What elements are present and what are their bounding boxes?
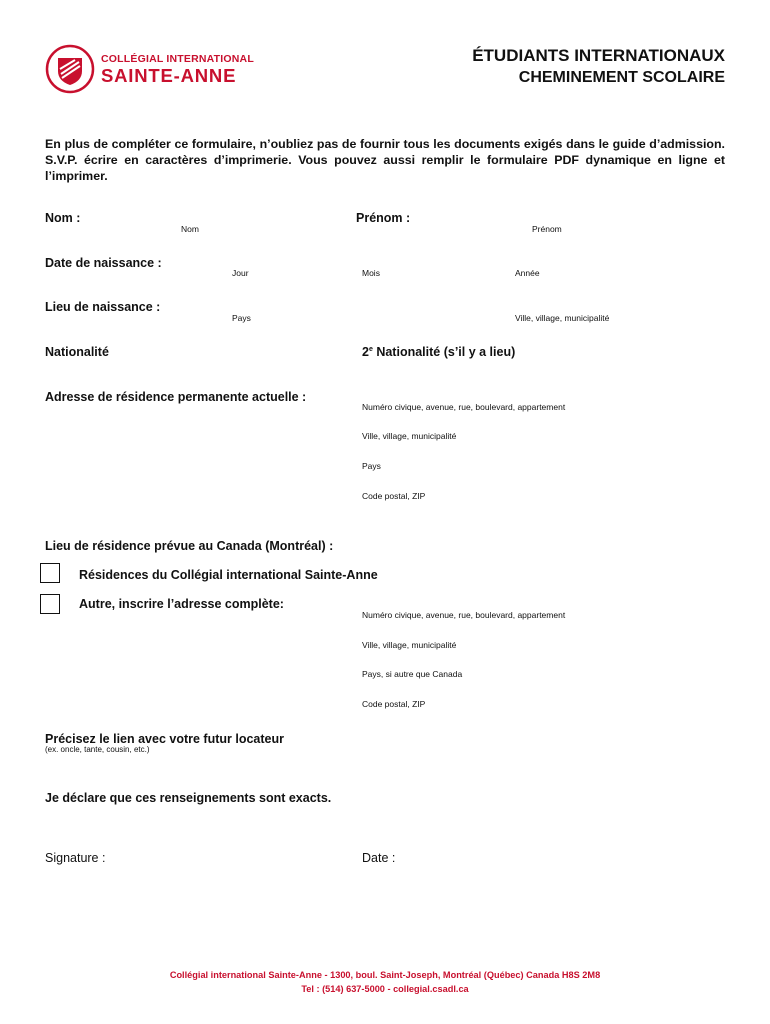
nom-label: Nom :: [45, 211, 81, 225]
dob-label: Date de naissance :: [45, 256, 162, 270]
logo-text-top: COLLÉGIAL INTERNATIONAL: [101, 53, 254, 65]
dob-month-field[interactable]: Mois: [362, 268, 380, 278]
second-nationality-label[interactable]: [362, 345, 515, 359]
footer-address: Collégial international Sainte-Anne - 1300, boul. Saint-Joseph, Montréal (Québec) Canada H8S 2M8: [169, 970, 601, 980]
address-city-field[interactable]: Ville, village, municipalité: [362, 431, 457, 441]
residence-option-label: Résidences du Collégial international Sainte-Anne: [79, 568, 378, 582]
canada-street-field[interactable]: Numéro civique, avenue, rue, boulevard, appartement: [362, 610, 566, 620]
second-nationality-number: 2: [362, 345, 369, 359]
address-street-field[interactable]: Numéro civique, avenue, rue, boulevard, appartement: [362, 402, 566, 412]
canada-country-field[interactable]: Pays, si autre que Canada: [362, 669, 463, 679]
birthplace-label: Lieu de naissance :: [45, 300, 161, 314]
landlord-label[interactable]: Précisez le lien avec votre futur locateur: [45, 732, 284, 746]
declaration-text: Je déclare que ces renseignements sont exacts.: [45, 791, 332, 805]
footer-contact: Tel : (514) 637-5000 - collegial.csadl.ca: [301, 984, 469, 994]
permanent-address-label: Adresse de résidence permanente actuelle :: [45, 390, 307, 404]
intro-paragraph: En plus de compléter ce formulaire, n’oubliez pas de fournir tous les documents exigés dans le guide d’admission. S.V.P. écrire en caractères d’imprimerie. Vous pouvez aussi remplir le formulaire PDF dynamique en ligne et l’imprimer.: [45, 137, 725, 183]
prenom-field[interactable]: Prénom: [532, 224, 562, 234]
prenom-label: Prénom :: [356, 211, 411, 225]
shield-logo-icon: [45, 44, 95, 94]
other-address-label: Autre, inscrire l’adresse complète:: [79, 597, 284, 611]
date-field[interactable]: Date :: [362, 851, 396, 865]
canada-city-field[interactable]: Ville, village, municipalité: [362, 640, 457, 650]
residence-checkbox[interactable]: [40, 563, 60, 583]
canada-residence-label: Lieu de résidence prévue au Canada (Montréal) :: [45, 539, 334, 553]
second-nationality-text: Nationalité (s’il y a lieu): [372, 345, 516, 359]
canada-postal-field[interactable]: Code postal, ZIP: [362, 699, 426, 709]
dob-day-field[interactable]: Jour: [232, 268, 249, 278]
second-nationality-superscript: e: [368, 345, 373, 353]
signature-field[interactable]: Signature :: [45, 851, 106, 865]
birthplace-city-field[interactable]: Ville, village, municipalité: [515, 313, 610, 323]
landlord-hint: (ex. oncle, tante, cousin, etc.): [45, 745, 150, 754]
other-address-checkbox[interactable]: [40, 594, 60, 614]
college-logo: [45, 44, 254, 96]
page-title: ÉTUDIANTS INTERNATIONAUX: [472, 46, 725, 65]
address-postal-field[interactable]: Code postal, ZIP: [362, 491, 426, 501]
nom-field[interactable]: Nom: [181, 224, 199, 234]
page-subtitle: CHEMINEMENT SCOLAIRE: [518, 69, 725, 86]
dob-year-field[interactable]: Année: [515, 268, 540, 278]
nationality-label[interactable]: Nationalité: [45, 345, 109, 359]
logo-text-main: SAINTE-ANNE: [101, 65, 237, 86]
address-country-field[interactable]: Pays: [362, 461, 381, 471]
birthplace-country-field[interactable]: Pays: [232, 313, 251, 323]
